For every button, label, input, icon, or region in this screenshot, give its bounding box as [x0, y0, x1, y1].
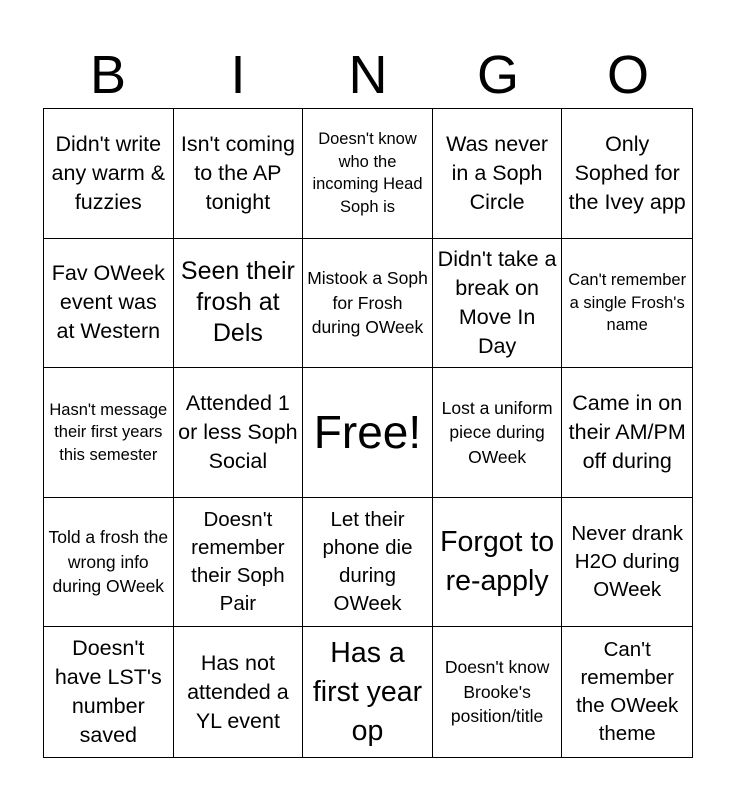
free-space[interactable] — [303, 368, 433, 498]
cell-text: Doesn't know Brooke's position/title — [444, 657, 550, 727]
cell-text: Never drank H2O during OWeek — [571, 522, 684, 602]
bingo-cell[interactable] — [562, 368, 692, 498]
bingo-cell[interactable] — [174, 368, 304, 498]
bingo-cell[interactable] — [44, 627, 174, 757]
cell-text: Was never in a Soph Circle — [446, 131, 549, 214]
header-letter-o: O — [606, 45, 649, 105]
cell-text: Attended 1 or less Soph Social — [178, 390, 298, 473]
bingo-cell[interactable] — [433, 239, 563, 369]
bingo-cell[interactable] — [44, 498, 174, 628]
header-letter-g: G — [476, 45, 519, 105]
cell-text: Isn't coming to the AP tonight — [180, 131, 295, 214]
bingo-cell[interactable] — [433, 368, 563, 498]
cell-text: Forgot to re-apply — [440, 526, 555, 598]
bingo-cell[interactable] — [303, 498, 433, 628]
bingo-board — [43, 108, 693, 758]
bingo-cell[interactable] — [303, 239, 433, 369]
bingo-cell[interactable] — [433, 498, 563, 628]
bingo-cell[interactable] — [433, 109, 563, 239]
header-letter-i: I — [230, 45, 246, 105]
cell-text: Only Sophed for the Ivey app — [568, 131, 686, 214]
bingo-cell[interactable] — [174, 498, 304, 628]
bingo-cell[interactable] — [174, 239, 304, 369]
bingo-cell[interactable] — [433, 627, 563, 757]
cell-text: Didn't write any warm & fuzzies — [51, 131, 166, 214]
cell-text: Hasn't message their first years this semester — [49, 400, 168, 464]
bingo-cell[interactable] — [562, 627, 692, 757]
bingo-cell[interactable] — [303, 627, 433, 757]
cell-text: Doesn't know who the incoming Head Soph is — [312, 130, 423, 216]
cell-text: Came in on their AM/PM off during — [568, 390, 686, 473]
cell-text: Doesn't remember their Soph Pair — [191, 508, 285, 616]
cell-text: Doesn't have LST's number saved — [54, 636, 162, 748]
cell-text: Free! — [313, 406, 422, 459]
bingo-cell[interactable] — [562, 498, 692, 628]
bingo-cell[interactable] — [44, 109, 174, 239]
cell-text: Fav OWeek event was at Western — [51, 261, 165, 344]
bingo-cell[interactable] — [174, 627, 304, 757]
cell-text: Let their phone die during OWeek — [322, 508, 413, 616]
cell-text: Has not attended a YL event — [187, 650, 289, 733]
header-letter-b: B — [89, 45, 127, 105]
cell-text: Didn't take a break on Move In Day — [437, 246, 557, 358]
bingo-cell[interactable] — [174, 109, 304, 239]
bingo-cell[interactable] — [562, 239, 692, 369]
bingo-cell[interactable] — [44, 239, 174, 369]
cell-text: Mistook a Soph for Frosh during OWeek — [307, 268, 428, 338]
bingo-cell[interactable] — [562, 109, 692, 239]
bingo-cell[interactable] — [44, 368, 174, 498]
cell-text: Has a first year op — [312, 636, 423, 747]
bingo-cell[interactable] — [303, 109, 433, 239]
cell-text: Seen their frosh at Dels — [180, 257, 295, 348]
cell-text: Told a frosh the wrong info during OWeek — [48, 527, 169, 597]
header-letter-n: N — [348, 45, 388, 105]
cell-text: Lost a uniform piece during OWeek — [441, 397, 553, 467]
bingo-header — [43, 42, 693, 108]
cell-text: Can't remember the OWeek theme — [576, 638, 679, 746]
cell-text: Can't remember a single Frosh's name — [568, 271, 687, 335]
